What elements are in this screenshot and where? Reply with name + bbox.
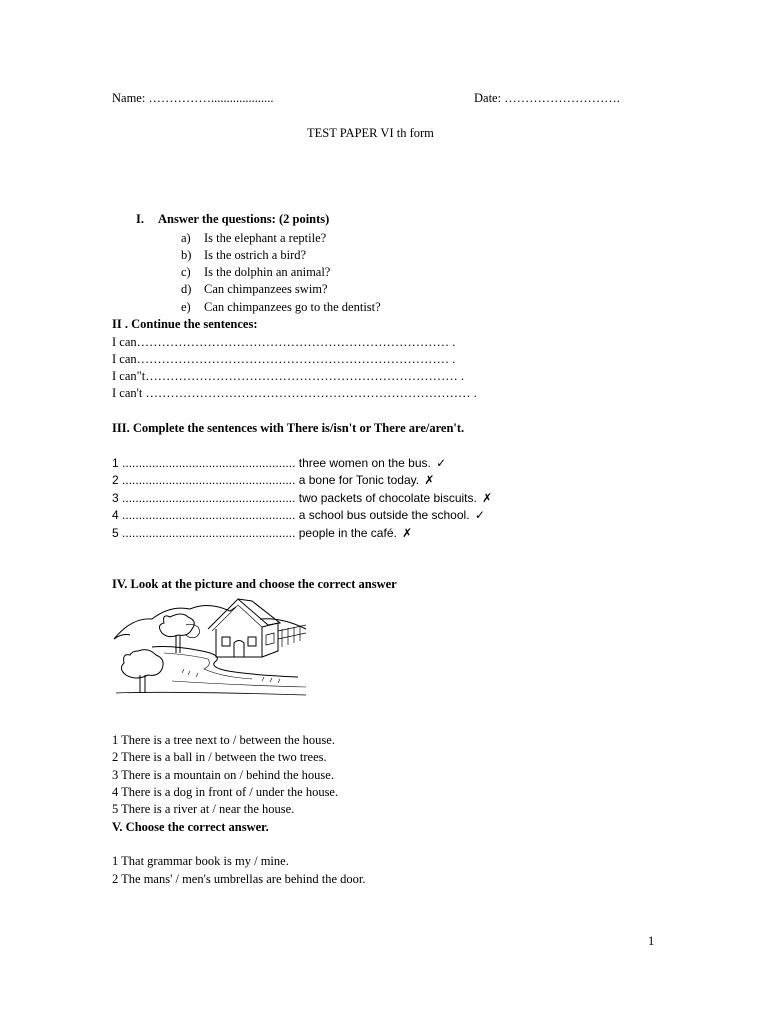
exercise-sentence: 5 There is a river at / near the house. [112,802,295,816]
item-text: two packets of chocolate biscuits. [298,491,477,505]
exercise-row [112,525,414,542]
question-text: Is the dolphin an animal? [204,265,331,279]
question-text: Is the ostrich a bird? [204,248,307,262]
exercise-sentence: 2 There is a ball in / between the two trees. [112,750,327,764]
exercise-row [112,507,487,524]
question-letter: c) [181,265,191,279]
sentence-line: I can"t………………………………………………………………… . [112,369,464,383]
exercise-sentence: 3 There is a mountain on / behind the house. [112,768,334,782]
item-text: a bone for Tonic today. [298,473,420,487]
question-text: Can chimpanzees go to the dentist? [204,300,381,314]
item-text: a school bus outside the school. [298,508,470,522]
item-text: three women on the bus. [298,456,431,470]
item-number: 1 [112,456,119,470]
section-1-heading: Answer the questions: (2 points) [158,212,330,226]
blank-dots: .................................................... [122,526,296,540]
cross-mark-icon: ✗ [482,491,493,505]
exercise-sentence: 2 The mans' / men's umbrellas are behind the door. [112,872,366,886]
check-mark-icon: ✓ [474,508,485,522]
exercise-row [112,472,436,489]
question-letter: e) [181,300,191,314]
sentence-line: I can't …………………………………………………………………… . [112,386,477,400]
cross-mark-icon: ✗ [424,473,435,487]
exercise-sentence: 1 That grammar book is my / mine. [112,854,289,868]
cross-mark-icon: ✗ [402,526,413,540]
section-1-number: I. [136,212,144,226]
section-2-heading: II . Continue the sentences: [112,317,258,331]
house-landscape-illustration [112,595,308,697]
question-letter: b) [181,248,192,262]
exercise-row [112,490,494,507]
item-number: 4 [112,508,119,522]
sentence-line: I can………………………………………………………………… . [112,335,456,349]
blank-dots: .................................................... [122,491,296,505]
blank-dots: .................................................... [122,473,296,487]
section-3-heading: III. Complete the sentences with There is/isn't or There are/aren't. [112,421,465,435]
item-number: 3 [112,491,119,505]
exercise-sentence: 1 There is a tree next to / between the house. [112,733,335,747]
sentence-line: I can………………………………………………………………… . [112,352,456,366]
item-number: 5 [112,526,119,540]
question-letter: a) [181,231,191,245]
question-letter: d) [181,282,192,296]
question-text: Is the elephant a reptile? [204,231,327,245]
check-mark-icon: ✓ [436,456,447,470]
page-title: TEST PAPER VI th form [307,126,434,140]
blank-dots: .................................................... [122,508,296,522]
item-text: people in the café. [298,526,397,540]
section-4-heading: IV. Look at the picture and choose the correct answer [112,577,397,591]
name-field-label: Name: …………….................... [112,91,274,105]
page-number: 1 [648,934,655,948]
item-number: 2 [112,473,119,487]
exercise-sentence: 4 There is a dog in front of / under the house. [112,785,339,799]
blank-dots: .................................................... [122,456,296,470]
exercise-row [112,455,448,472]
section-5-heading: V. Choose the correct answer. [112,820,269,834]
date-field-label: Date: ………………………. [474,91,620,105]
question-text: Can chimpanzees swim? [204,282,328,296]
